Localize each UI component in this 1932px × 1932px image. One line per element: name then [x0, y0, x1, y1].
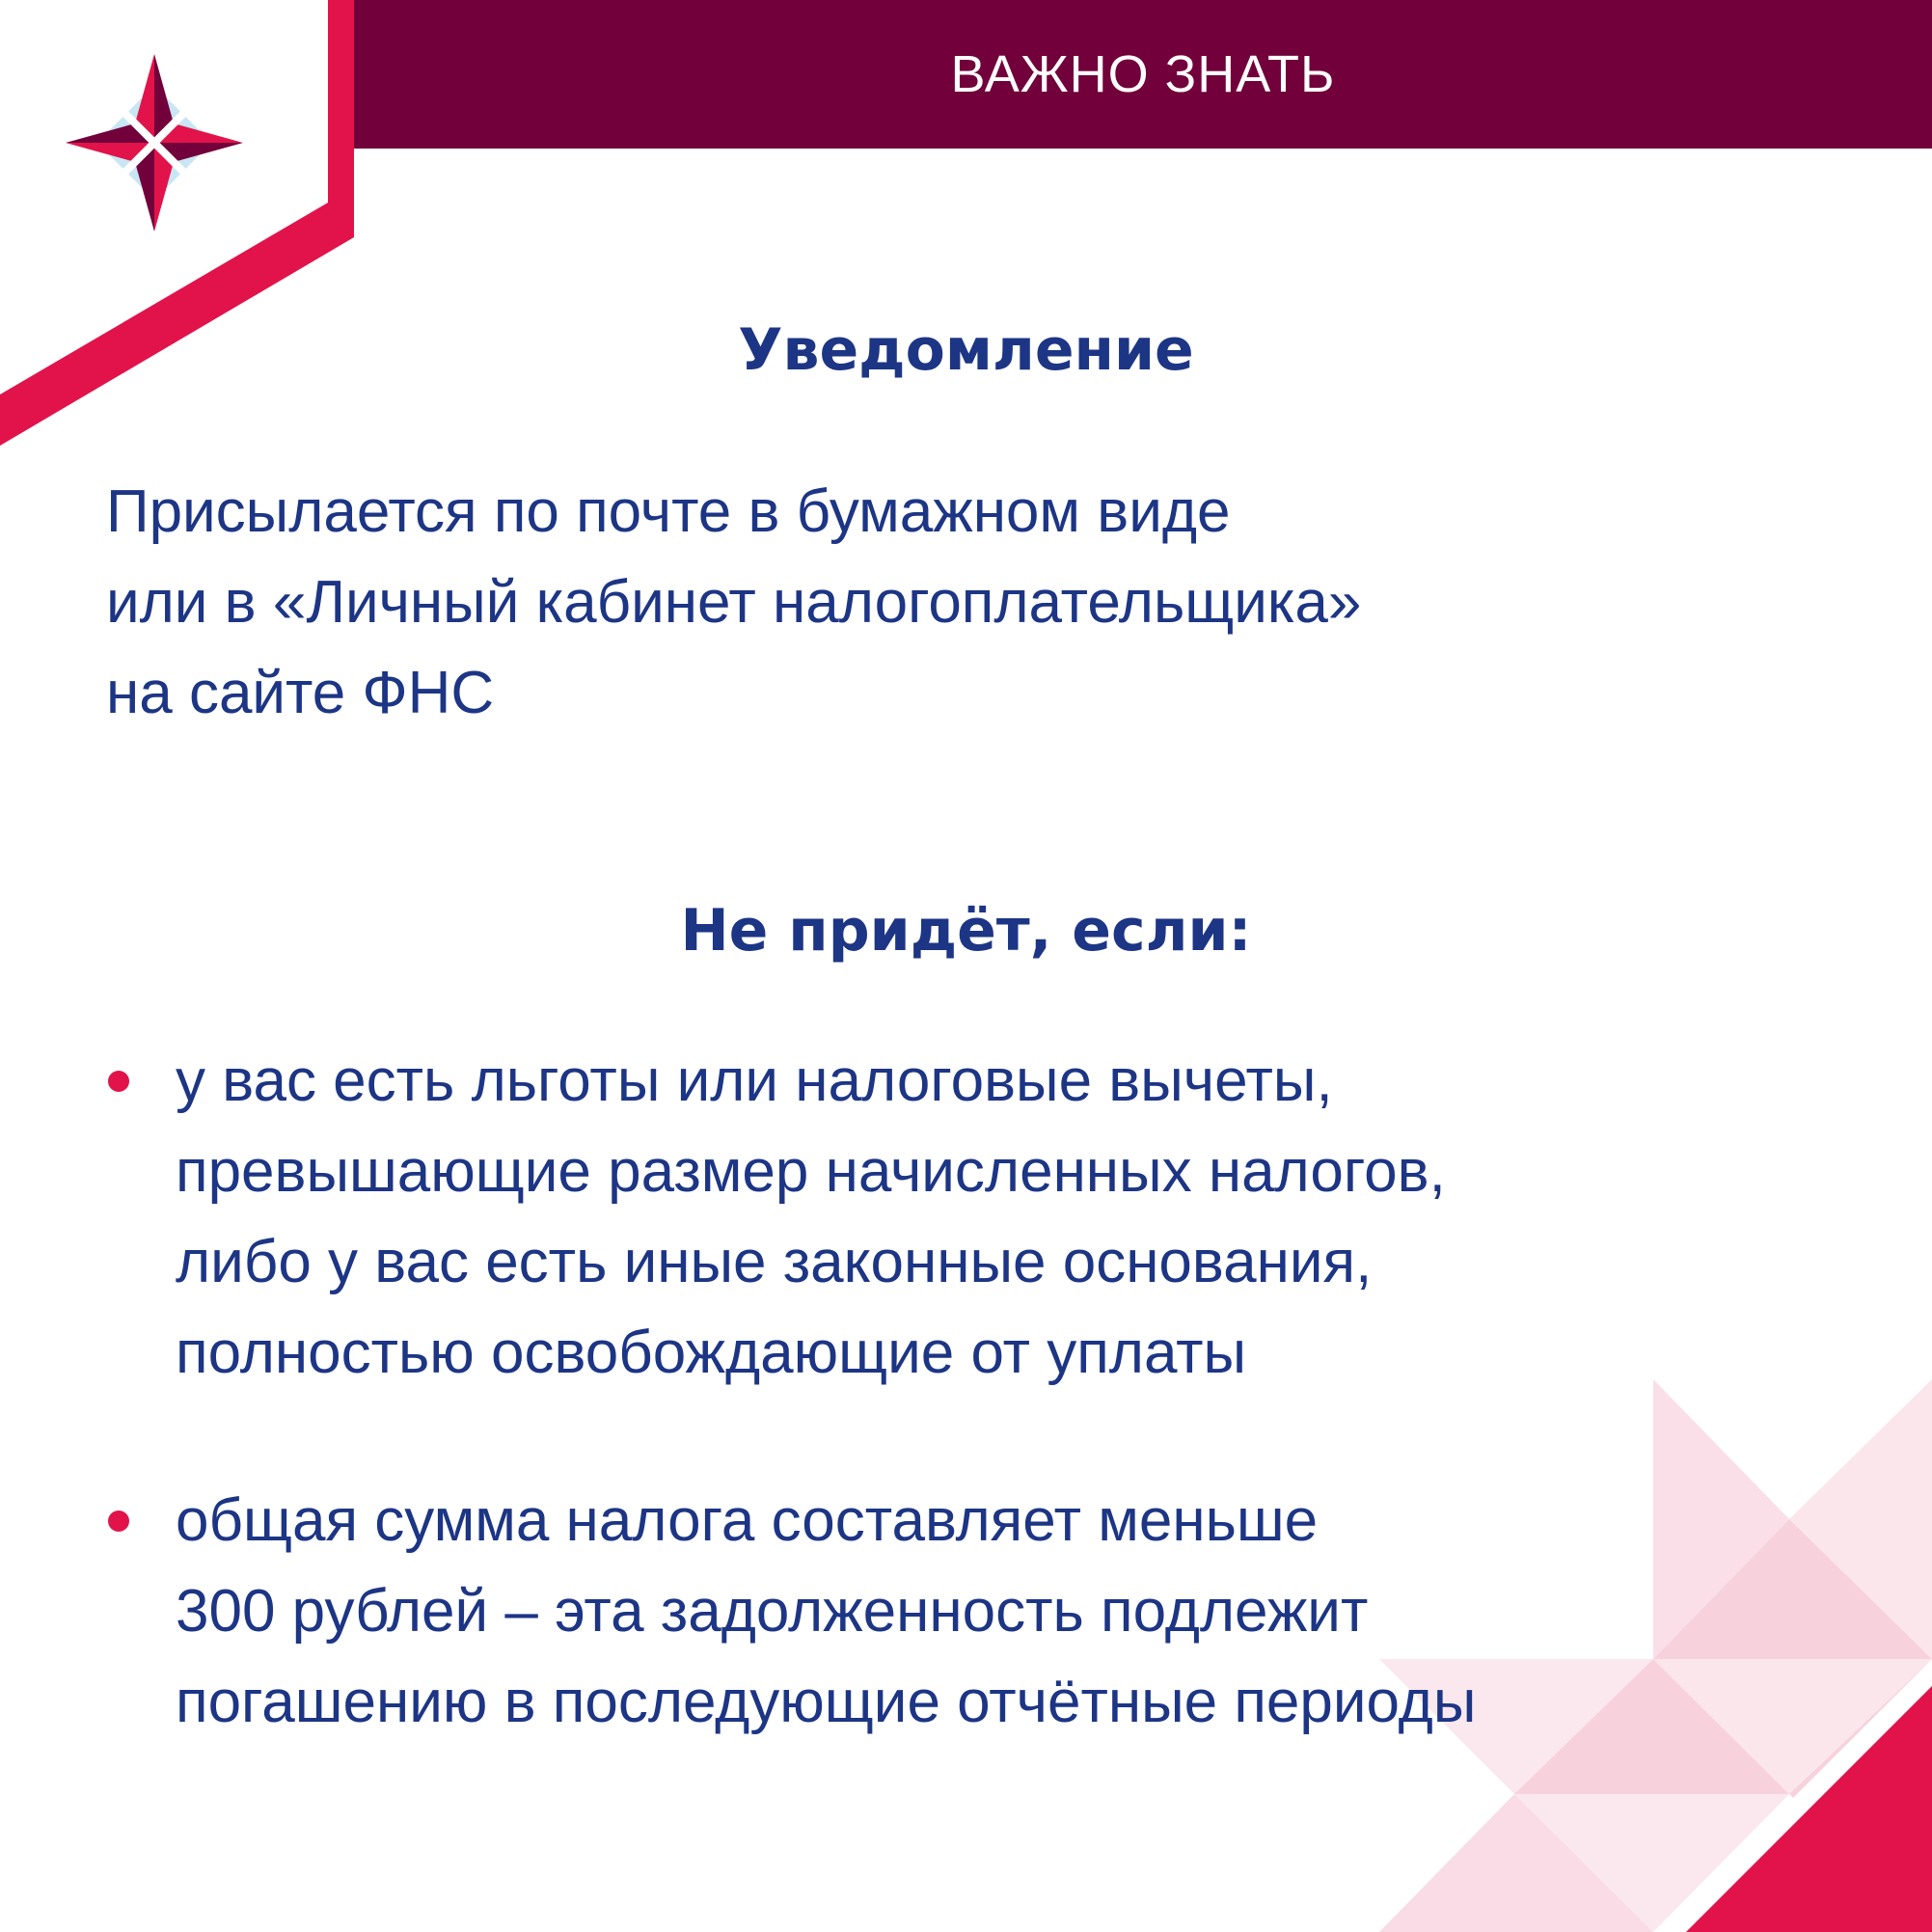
bullet-dot-icon	[108, 1510, 129, 1532]
notification-description	[106, 467, 1842, 739]
bullet-line: у вас есть льготы или налоговые вычеты,	[176, 1048, 1333, 1114]
bullet-line: 300 рублей – эта задолженность подлежит	[176, 1578, 1369, 1645]
notification-line: на сайте ФНС	[106, 660, 495, 726]
not-arrive-list	[106, 1036, 1891, 1748]
list-item	[106, 1476, 1891, 1748]
list-item	[106, 1036, 1891, 1399]
bullet-line: либо у вас есть иные законные основания,	[176, 1229, 1373, 1295]
bullet-line: полностью освобождающие от уплаты	[176, 1320, 1247, 1386]
bullet-line: превышающие размер начисленных налогов,	[176, 1138, 1446, 1205]
ornament-star-logo-icon	[66, 54, 243, 231]
not-arrive-title: Не придёт, если:	[680, 897, 1252, 965]
header-title: ВАЖНО ЗНАТЬ	[950, 45, 1336, 103]
notification-title: Уведомление	[738, 316, 1194, 384]
bullet-line: общая сумма налога составляет меньше	[176, 1487, 1319, 1554]
bullet-line: погашению в последующие отчётные периоды	[176, 1669, 1477, 1735]
notification-line: или в «Личный кабинет налогоплательщика»	[106, 569, 1362, 636]
notification-line: Присылается по почте в бумажном виде	[106, 478, 1231, 545]
bullet-dot-icon	[108, 1071, 129, 1092]
